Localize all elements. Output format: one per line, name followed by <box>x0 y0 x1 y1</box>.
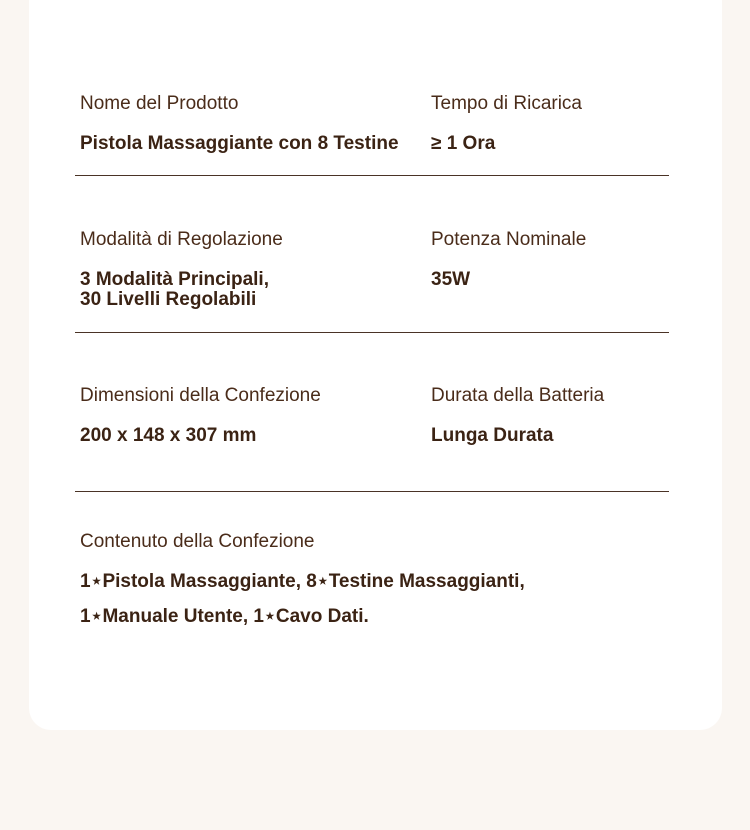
spec-divider <box>75 175 669 176</box>
package-contents-line: 1⋆Pistola Massaggiante, 8⋆Testine Massaggianti, <box>80 571 525 592</box>
spec-value-package-dimensions: 200 x 148 x 307 mm <box>80 425 257 446</box>
spec-value-adjustment-mode <box>80 270 269 310</box>
package-contents-label: Contenuto della Confezione <box>80 531 315 552</box>
spec-label-package-dimensions: Dimensioni della Confezione <box>80 385 321 406</box>
spec-label-charging-time: Tempo di Ricarica <box>431 93 582 114</box>
spec-label-rated-power: Potenza Nominale <box>431 229 587 250</box>
spec-value-rated-power: 35W <box>431 269 471 290</box>
spec-label-product-name: Nome del Prodotto <box>80 93 239 114</box>
spec-value-charging-time: ≥ 1 Ora <box>431 133 496 154</box>
spec-value-product-name: Pistola Massaggiante con 8 Testine <box>80 133 399 154</box>
spec-label-battery-life: Durata della Batteria <box>431 385 605 406</box>
spec-divider <box>75 332 669 333</box>
package-contents-line: 1⋆Manuale Utente, 1⋆Cavo Dati. <box>80 606 369 627</box>
spec-value-line: 3 Modalità Principali, <box>80 269 269 290</box>
spec-value-battery-life: Lunga Durata <box>431 425 554 446</box>
package-contents-list <box>80 564 525 634</box>
spec-divider <box>75 491 669 492</box>
spec-value-line: 30 Livelli Regolabili <box>80 289 257 310</box>
spec-label-adjustment-mode: Modalità di Regolazione <box>80 229 283 250</box>
